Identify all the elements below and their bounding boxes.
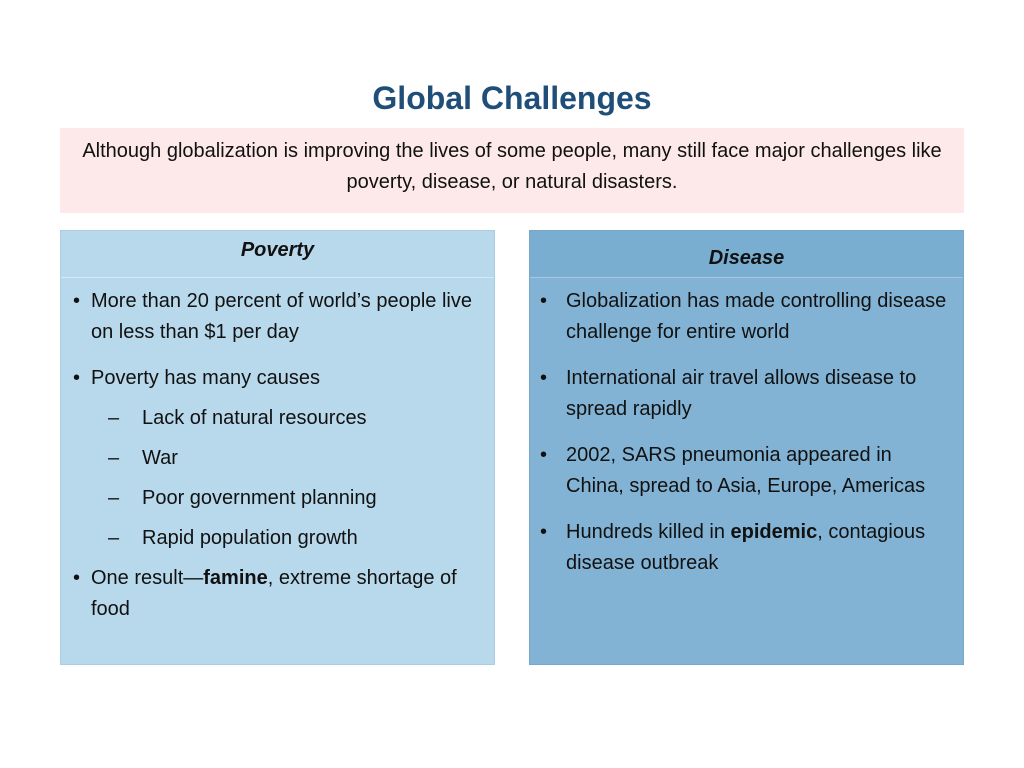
list-item-text: International air travel allows disease to spread rapidly bbox=[566, 367, 917, 420]
sub-list-item bbox=[61, 403, 494, 434]
intro-callout bbox=[60, 128, 964, 213]
list-item bbox=[61, 563, 494, 625]
list-item-text: Poverty has many causes bbox=[91, 367, 320, 389]
sub-list-item bbox=[61, 483, 494, 514]
famine-suffix: , extreme shortage of food bbox=[91, 567, 457, 620]
sub-list-item-text: Poor government planning bbox=[142, 487, 377, 509]
list-item bbox=[61, 363, 494, 394]
disease-list bbox=[530, 278, 963, 579]
list-item-text: 2002, SARS pneumonia appeared in China, spread to Asia, Europe, Americas bbox=[566, 444, 926, 497]
sub-list-item bbox=[61, 443, 494, 474]
poverty-panel bbox=[60, 230, 495, 665]
list-item-text: More than 20 percent of world’s people live on less than $1 per day bbox=[91, 290, 472, 343]
list-item bbox=[530, 440, 963, 502]
bullet-marker: • bbox=[73, 567, 81, 589]
list-item bbox=[61, 286, 494, 348]
poverty-header: Poverty bbox=[61, 231, 494, 278]
sub-list-item bbox=[61, 523, 494, 554]
famine-prefix: One result— bbox=[91, 567, 204, 589]
slide-title: Global Challenges bbox=[372, 80, 652, 116]
list-item bbox=[530, 517, 963, 579]
bullet-marker: • bbox=[540, 367, 548, 389]
list-item bbox=[530, 363, 963, 425]
sub-list-item-text: War bbox=[142, 447, 178, 469]
epidemic-prefix: Hundreds killed in bbox=[566, 521, 731, 543]
dash-marker: – bbox=[108, 407, 120, 429]
bullet-marker: • bbox=[540, 444, 548, 466]
list-item-text: Globalization has made controlling disease challenge for entire world bbox=[566, 290, 947, 343]
dash-marker: – bbox=[108, 527, 120, 549]
dash-marker: – bbox=[108, 447, 120, 469]
bullet-marker: • bbox=[73, 290, 81, 312]
sub-list-item-text: Rapid population growth bbox=[142, 527, 358, 549]
bullet-marker: • bbox=[540, 290, 548, 312]
causes-list bbox=[61, 403, 494, 554]
intro-text: Although globalization is improving the lives of some people, many still face major challenges like poverty, disease, or natural disasters. bbox=[82, 140, 942, 193]
bullet-marker: • bbox=[540, 521, 548, 543]
bullet-marker: • bbox=[73, 367, 81, 389]
list-item bbox=[530, 286, 963, 348]
list-item-text bbox=[91, 563, 480, 625]
disease-panel bbox=[529, 230, 964, 665]
famine-term: famine bbox=[203, 567, 268, 589]
list-item-text bbox=[566, 517, 953, 579]
poverty-list bbox=[61, 278, 494, 625]
dash-marker: – bbox=[108, 487, 120, 509]
epidemic-suffix: , contagious disease outbreak bbox=[566, 521, 926, 574]
disease-header: Disease bbox=[530, 231, 963, 278]
epidemic-term: epidemic bbox=[730, 521, 818, 543]
sub-list-item-text: Lack of natural resources bbox=[142, 407, 367, 429]
